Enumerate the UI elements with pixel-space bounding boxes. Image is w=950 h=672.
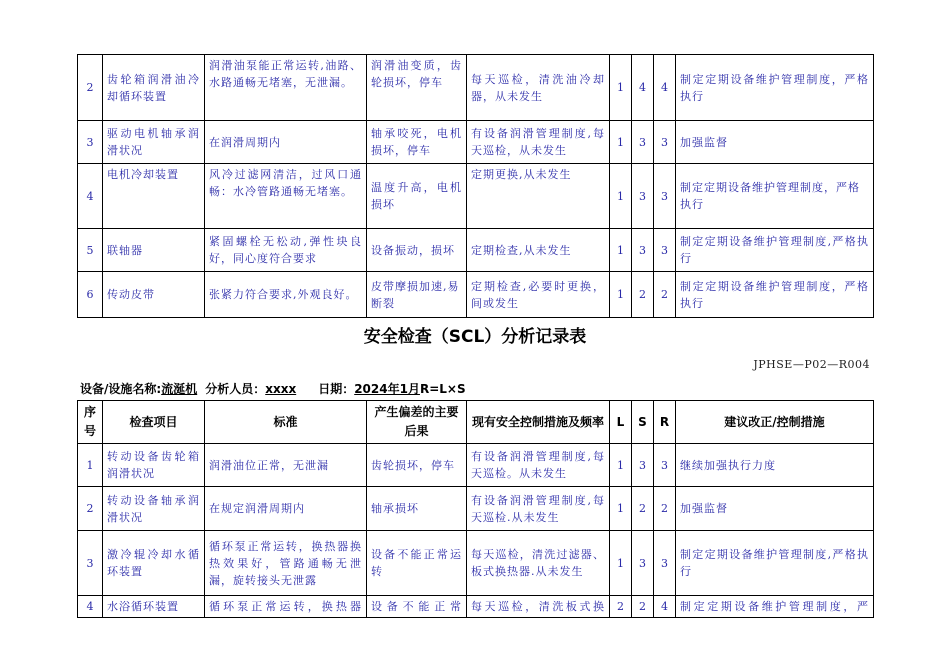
cell-s: 3 xyxy=(632,229,654,272)
header-l: L xyxy=(610,401,632,444)
header-standard: 标准 xyxy=(205,401,367,444)
cell-consequence: 轴承咬死，电机损坏，停车 xyxy=(367,121,467,164)
cell-standard: 润滑油位正常，无泄漏 xyxy=(205,444,367,487)
cell-r: 4 xyxy=(654,55,676,121)
risk-formula: R=L×S xyxy=(419,382,466,396)
cell-l: 1 xyxy=(610,487,632,531)
cell-suggestion: 继续加强执行力度 xyxy=(676,444,874,487)
cell-r: 2 xyxy=(654,487,676,531)
table-row xyxy=(78,596,874,618)
cell-measures: 有设备润滑管理制度,每天巡检，从未发生 xyxy=(467,121,610,164)
cell-r: 3 xyxy=(654,229,676,272)
cell-standard: 润滑油泵能正常运转,油路、水路通畅无堵塞，无泄漏。 xyxy=(205,55,367,121)
cell-no: 6 xyxy=(78,272,103,318)
cell-measures: 每天巡检，清洗板式换 xyxy=(467,596,610,618)
table2-header xyxy=(78,401,874,444)
header-s: S xyxy=(632,401,654,444)
cell-measures: 定期检查,从未发生 xyxy=(467,229,610,272)
cell-consequence: 设备振动，损坏 xyxy=(367,229,467,272)
cell-item: 电机冷却装置 xyxy=(103,164,205,229)
cell-consequence: 齿轮损坏，停车 xyxy=(367,444,467,487)
cell-standard: 循环泵正常运转，换热器 xyxy=(205,596,367,618)
cell-item: 转动设备轴承润滑状况 xyxy=(103,487,205,531)
cell-consequence: 设备不能正常 xyxy=(367,596,467,618)
cell-r: 3 xyxy=(654,164,676,229)
cell-suggestion: 制定定期设备维护管理制度,严格执行 xyxy=(676,229,874,272)
cell-r: 3 xyxy=(654,444,676,487)
header-r: R xyxy=(654,401,676,444)
table-row xyxy=(78,487,874,531)
table-row xyxy=(78,55,874,121)
date-label: 日期： xyxy=(318,382,355,396)
table-row xyxy=(78,229,874,272)
cell-standard: 风冷过滤网清洁，过风口通畅：水冷管路通畅无堵塞。 xyxy=(205,164,367,229)
equipment-value: 流涎机 xyxy=(161,382,198,396)
cell-l: 2 xyxy=(610,596,632,618)
header-item: 检查项目 xyxy=(103,401,205,444)
page-title: 安全检查（SCL）分析记录表 xyxy=(363,327,587,347)
cell-r: 4 xyxy=(654,596,676,618)
cell-suggestion: 加强监督 xyxy=(676,487,874,531)
cell-suggestion: 制定定期设备维护管理制度,严格执行 xyxy=(676,531,874,596)
cell-no: 3 xyxy=(78,531,103,596)
table1-body xyxy=(78,55,874,318)
cell-measures: 定期检查,必要时更换，间或发生 xyxy=(467,272,610,318)
table-row xyxy=(78,272,874,318)
cell-consequence: 润滑油变质，齿轮损坏，停车 xyxy=(367,55,467,121)
table-row xyxy=(78,121,874,164)
header-measures: 现有安全控制措施及频率 xyxy=(467,401,610,444)
header-consequence: 产生偏差的主要后果 xyxy=(367,401,467,444)
cell-item: 齿轮箱润滑油冷却循环装置 xyxy=(103,55,205,121)
cell-no: 5 xyxy=(78,229,103,272)
header-no: 序号 xyxy=(78,401,103,444)
cell-standard: 在润滑周期内 xyxy=(205,121,367,164)
cell-s: 3 xyxy=(632,444,654,487)
analyst-label: 分析人员： xyxy=(205,382,266,396)
cell-no: 2 xyxy=(78,487,103,531)
cell-no: 4 xyxy=(78,596,103,618)
cell-suggestion: 制定定期设备维护管理制度，严格执行 xyxy=(676,164,874,229)
cell-s: 2 xyxy=(632,272,654,318)
cell-suggestion: 加强监督 xyxy=(676,121,874,164)
cell-measures: 有设备润滑管理制度,每天巡检。从未发生 xyxy=(467,444,610,487)
cell-l: 1 xyxy=(610,121,632,164)
cell-l: 1 xyxy=(610,164,632,229)
cell-no: 1 xyxy=(78,444,103,487)
cell-standard: 张紧力符合要求,外观良好。 xyxy=(205,272,367,318)
cell-s: 3 xyxy=(632,121,654,164)
cell-item: 水浴循环装置 xyxy=(103,596,205,618)
cell-measures: 定期更换,从未发生 xyxy=(467,164,610,229)
cell-no: 4 xyxy=(78,164,103,229)
cell-consequence: 设备不能正常运转 xyxy=(367,531,467,596)
table-row xyxy=(78,531,874,596)
cell-suggestion: 制定定期设备维护管理制度，严 xyxy=(676,596,874,618)
table2-body xyxy=(78,444,874,618)
cell-r: 3 xyxy=(654,121,676,164)
cell-no: 3 xyxy=(78,121,103,164)
cell-l: 1 xyxy=(610,55,632,121)
cell-s: 3 xyxy=(632,164,654,229)
cell-consequence: 轴承损坏 xyxy=(367,487,467,531)
cell-standard: 在规定润滑周期内 xyxy=(205,487,367,531)
equipment-info-line xyxy=(80,380,466,397)
header-row xyxy=(78,401,874,444)
cell-l: 1 xyxy=(610,444,632,487)
cell-suggestion: 制定定期设备维护管理制度，严格执行 xyxy=(676,272,874,318)
table-row xyxy=(78,164,874,229)
cell-measures: 有设备润滑管理制度,每天巡检.从未发生 xyxy=(467,487,610,531)
cell-l: 1 xyxy=(610,531,632,596)
scl-table xyxy=(77,400,874,618)
cell-no: 2 xyxy=(78,55,103,121)
cell-s: 4 xyxy=(632,55,654,121)
cell-consequence: 温度升高，电机损坏 xyxy=(367,164,467,229)
cell-item: 驱动电机轴承润滑状况 xyxy=(103,121,205,164)
equipment-label: 设备/设施名称: xyxy=(80,382,162,396)
cell-standard: 紧固螺栓无松动,弹性块良好，同心度符合要求 xyxy=(205,229,367,272)
cell-r: 3 xyxy=(654,531,676,596)
cell-measures: 每天巡检，清洗过滤器、板式换热器.从未发生 xyxy=(467,531,610,596)
cell-consequence: 皮带摩损加速,易断裂 xyxy=(367,272,467,318)
cell-r: 2 xyxy=(654,272,676,318)
cell-suggestion: 制定定期设备维护管理制度，严格执行 xyxy=(676,55,874,121)
table-row xyxy=(78,444,874,487)
cell-l: 1 xyxy=(610,272,632,318)
cell-item: 联轴器 xyxy=(103,229,205,272)
document-number: JPHSE—P02—R004 xyxy=(753,358,870,371)
cell-item: 转动设备齿轮箱润滑状况 xyxy=(103,444,205,487)
cell-measures: 每天巡检，清洗油冷却器，从未发生 xyxy=(467,55,610,121)
cell-s: 2 xyxy=(632,596,654,618)
cell-s: 3 xyxy=(632,531,654,596)
scl-table-continued xyxy=(77,54,874,318)
cell-item: 传动皮带 xyxy=(103,272,205,318)
analyst-value: xxxx xyxy=(265,382,297,396)
cell-standard: 循环泵正常运转，换热器换热效果好，管路通畅无泄漏，旋转接头无泄露 xyxy=(205,531,367,596)
header-suggestion: 建议改正/控制措施 xyxy=(676,401,874,444)
date-value: 2024年1月 xyxy=(354,382,420,396)
cell-s: 2 xyxy=(632,487,654,531)
cell-l: 1 xyxy=(610,229,632,272)
cell-item: 激冷辊冷却水循环装置 xyxy=(103,531,205,596)
